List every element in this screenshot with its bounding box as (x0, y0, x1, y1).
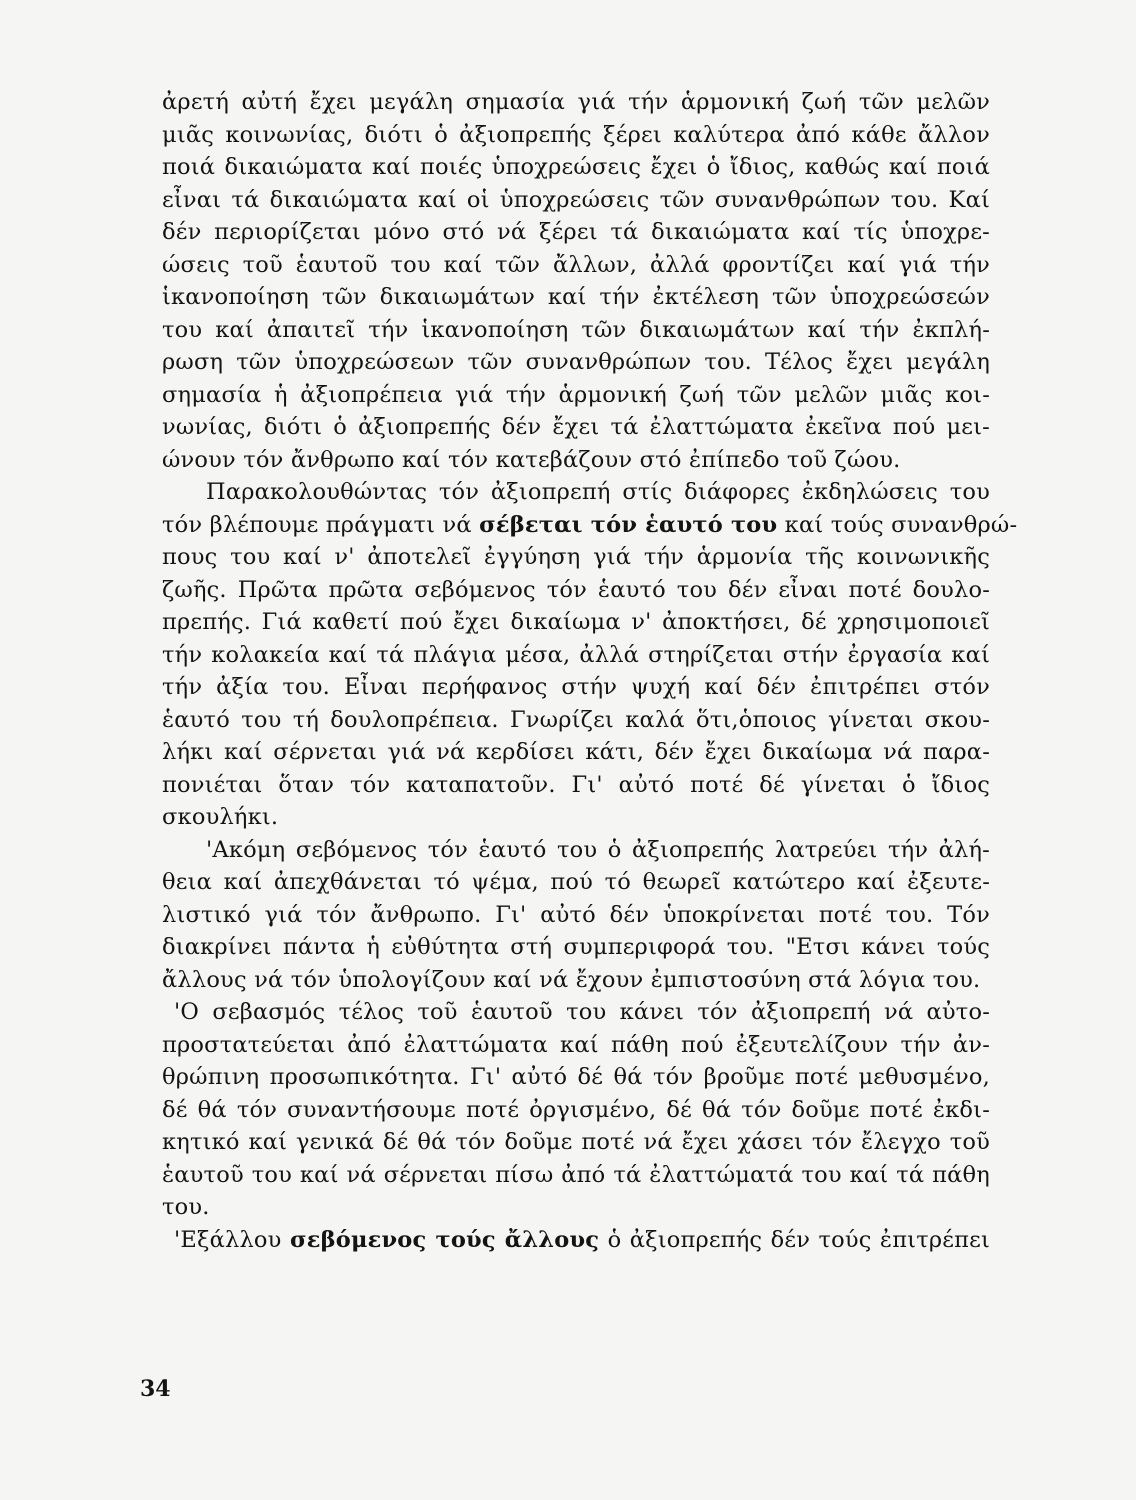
text-line: Παρακολουθώντας τόν ἀξιοπρεπή στίς διάφορες ἐκδηλώσεις του (206, 479, 990, 505)
text-line: σημασία ἡ ἀξιοπρέπεια γιά τήν ἁρμονική ζωή τῶν μελῶν μιᾶς κοι- (162, 381, 990, 408)
text-line: πρεπής. Γιά καθετί πού ἔχει δικαίωμα ν' ἀποκτήσει, δέ χρησιμοποιεῖ (162, 609, 990, 635)
text-line: ώνουν τόν ἄνθρωπο καί τόν κατεβάζουν στό ἐπίπεδο τοῦ ζώου. (162, 446, 901, 473)
body-text (162, 86, 1018, 1256)
text-line: ώσεις τοῦ ἑαυτοῦ του καί τῶν ἄλλων, ἀλλά φροντίζει καί γιά τήν (162, 251, 990, 278)
paragraph-4 (162, 996, 990, 1224)
text-run: ὁ ἀξιοπρεπής δέν τούς ἐπιτρέπει (599, 1226, 990, 1253)
text-line: προστατεύεται ἀπό ἐλαττώματα καί πάθη πού ἐξευτελίζουν τήν ἀν- (162, 1031, 990, 1058)
text-line: λιστικό γιά τόν ἄνθρωπο. Γι' αὐτό δέν ὑποκρίνεται ποτέ του. Τόν (162, 901, 990, 928)
text-line: του καί ἀπαιτεῖ τήν ἱκανοποίηση τῶν δικαιωμάτων καί τήν ἐκπλή- (162, 316, 990, 343)
bold-phrase: σεβόμενος τούς ἄλλους (289, 1226, 600, 1253)
text-line: εἶναι τά δικαιώματα καί οἱ ὑποχρεώσεις τῶν συνανθρώπων του. Καί (162, 186, 990, 213)
text-line: τήν ἀξία του. Εἶναι περήφανος στήν ψυχή καί δέν ἐπιτρέπει στόν (162, 674, 990, 700)
text-line: θεια καί ἀπεχθάνεται τό ψέμα, πού τό θεωρεῖ κατώτερο καί ἐξευτε- (162, 869, 990, 895)
text-line: ρωση τῶν ὑποχρεώσεων τῶν συνανθρώπων του. Τέλος ἔχει μεγάλη (162, 349, 990, 375)
text-line: δέ θά τόν συναντήσουμε ποτέ ὀργισμένο, δέ θά τόν δοῦμε ποτέ ἐκδι- (162, 1096, 990, 1123)
text-line (162, 1224, 990, 1257)
text-line: ποιά δικαιώματα καί ποιές ὑποχρεώσεις ἔχει ὁ ἴδιος, καθώς καί ποιά (162, 154, 990, 180)
text-line: λήκι καί σέρνεται γιά νά κερδίσει κάτι, δέν ἔχει δικαίωμα νά παρα- (162, 739, 990, 765)
text-run: τόν βλέπουμε πράγματι νά (162, 511, 480, 538)
text-run: 'Εξάλλου (174, 1226, 290, 1253)
text-line: νωνίας, διότι ὁ ἀξιοπρεπής δέν ἔχει τά ἐλαττώματα ἐκεῖνα πού μει- (162, 414, 990, 440)
text-line: σκουλήκι. (162, 804, 279, 830)
text-line: ἑαυτό του τή δουλοπρέπεια. Γνωρίζει καλά ὅτι,ὁποιος γίνεται σκου- (162, 706, 990, 733)
text-line: 'Ακόμη σεβόμενος τόν ἑαυτό του ὁ ἀξιοπρεπής λατρεύει τήν ἀλή- (206, 836, 990, 863)
text-run: καί τούς συνανθρώ- (777, 511, 1018, 538)
paragraph-3 (162, 834, 990, 997)
text-line: ζωῆς. Πρῶτα πρῶτα σεβόμενος τόν ἑαυτό του δέν εἶναι ποτέ δουλο- (162, 576, 990, 603)
text-line: πους του καί ν' ἀποτελεῖ ἐγγύηση γιά τήν ἁρμονία τῆς κοινωνικῆς (162, 544, 990, 570)
text-line: ἱκανοποίηση τῶν δικαιωμάτων καί τήν ἐκτέλεση τῶν ὑποχρεώσεών (162, 284, 990, 310)
text-line: 'Ο σεβασμός τέλος τοῦ ἑαυτοῦ του κάνει τόν ἀξιοπρεπή νά αὐτο- (174, 999, 990, 1025)
text-line: τήν κολακεία καί τά πλάγια μέσα, ἀλλά στηρίζεται στήν ἐργασία καί (162, 641, 990, 668)
text-line: ἄλλους νά τόν ὑπολογίζουν καί νά ἔχουν ἐμπιστοσύνη στά λόγια του. (162, 966, 981, 993)
text-line: πονιέται ὅταν τόν καταπατοῦν. Γι' αὐτό ποτέ δέ γίνεται ὁ ἴδιος (162, 771, 990, 798)
text-line (162, 509, 1018, 542)
bold-phrase: σέβεται τόν ἑαυτό του (479, 511, 778, 538)
paragraph-2 (162, 476, 1018, 834)
text-line: δέν περιορίζεται μόνο στό νά ξέρει τά δικαιώματα καί τίς ὑποχρε- (162, 219, 990, 245)
text-line: ἀρετή αὐτή ἔχει μεγάλη σημασία γιά τήν ἁρμονική ζωή τῶν μελῶν (162, 89, 990, 115)
text-line: ἑαυτοῦ του καί νά σέρνεται πίσω ἀπό τά ἐλαττώματά του καί τά πάθη (162, 1161, 990, 1188)
page-number: 34 (140, 1376, 171, 1402)
text-line: κητικό καί γενικά δέ θά τόν δοῦμε ποτέ νά ἔχει χάσει τόν ἔλεγχο τοῦ (162, 1129, 990, 1155)
text-line: μιᾶς κοινωνίας, διότι ὁ ἀξιοπρεπής ξέρει καλύτερα ἀπό κάθε ἄλλον (162, 121, 990, 148)
text-line: διακρίνει πάντα ἡ εὐθύτητα στή συμπεριφορά του. "Ετσι κάνει τούς (162, 934, 990, 960)
text-line: θρώπινη προσωπικότητα. Γι' αὐτό δέ θά τόν βροῦμε ποτέ μεθυσμένο, (162, 1064, 990, 1090)
paragraph-1 (162, 86, 990, 476)
text-line: του. (162, 1194, 210, 1220)
paragraph-5 (162, 1224, 990, 1257)
